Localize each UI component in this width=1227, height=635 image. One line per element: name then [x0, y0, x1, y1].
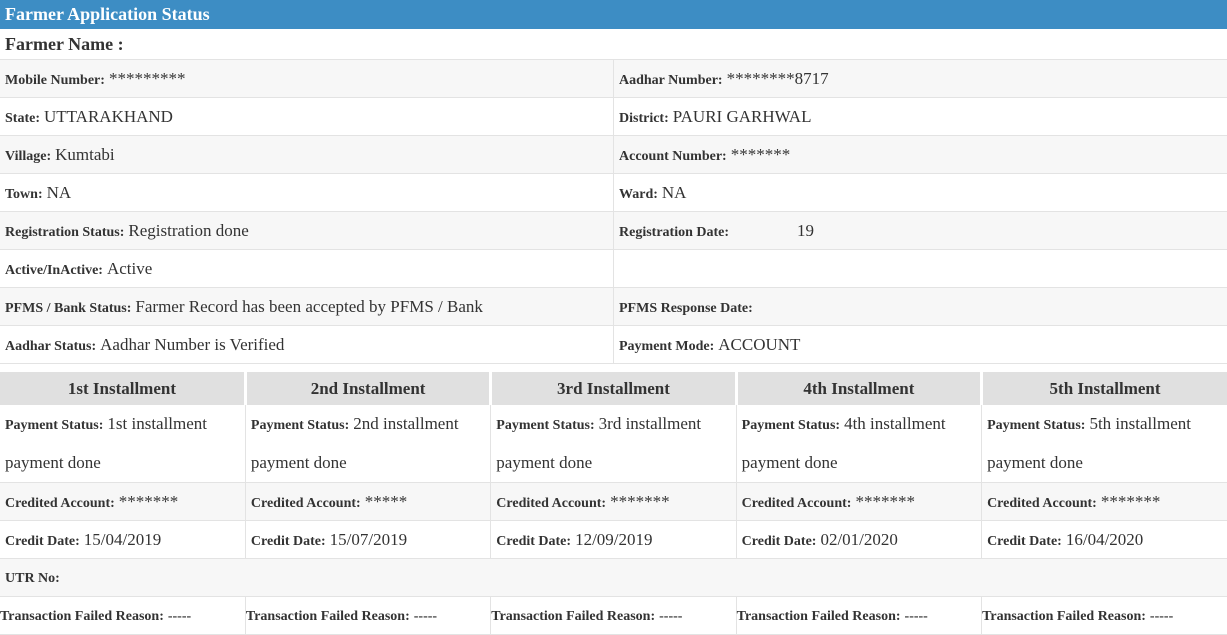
village-value: Kumtabi	[55, 145, 115, 164]
installment-3-account-cell	[491, 483, 736, 521]
credit-date-label: Credit Date:	[5, 534, 80, 549]
mobile-number-value: *********	[109, 69, 186, 88]
info-row	[0, 326, 1227, 364]
payment-status-label: Payment Status:	[5, 418, 103, 433]
info-row	[0, 60, 1227, 98]
section-spacer	[0, 364, 1227, 372]
info-row	[0, 250, 1227, 288]
installment-3-date: 12/09/2019	[575, 530, 652, 549]
info-row	[0, 212, 1227, 250]
registration-date-label: Registration Date:	[619, 225, 729, 240]
page-header	[0, 0, 1227, 29]
installment-4-account-cell	[736, 483, 981, 521]
installment-4-failed: -----	[905, 609, 928, 624]
installment-1-header: 1st Installment	[0, 372, 245, 405]
payment-status-label: Payment Status:	[251, 418, 349, 433]
installment-2-date: 15/07/2019	[330, 530, 407, 549]
utr-row	[0, 559, 1227, 597]
installment-3-failed: -----	[659, 609, 682, 624]
farmer-name-label: Farmer Name :	[5, 34, 124, 54]
utr-cell	[0, 559, 1227, 597]
info-row	[0, 98, 1227, 136]
payment-status-row	[0, 405, 1227, 483]
mobile-number-cell	[0, 60, 614, 98]
registration-status-cell	[0, 212, 614, 250]
pfms-bank-status-label: PFMS / Bank Status:	[5, 301, 131, 316]
info-row	[0, 136, 1227, 174]
empty-cell	[614, 250, 1227, 288]
installment-1-date-cell	[0, 521, 245, 559]
installment-2-status-cell	[245, 405, 490, 483]
district-cell	[614, 98, 1227, 136]
installment-5-status-cell	[982, 405, 1227, 483]
installment-1-date: 15/04/2019	[84, 530, 161, 549]
town-label: Town:	[5, 187, 43, 202]
pfms-response-date-cell	[614, 288, 1227, 326]
installment-1-status-cell	[0, 405, 245, 483]
installments-table	[0, 372, 1227, 635]
ward-cell	[614, 174, 1227, 212]
aadhar-status-value: Aadhar Number is Verified	[100, 335, 284, 354]
pfms-bank-status-value: Farmer Record has been accepted by PFMS / Bank	[135, 297, 482, 316]
installment-3-status: 3rd installment payment done	[496, 414, 701, 472]
installment-1-failed-cell	[0, 597, 245, 635]
installment-3-status-cell	[491, 405, 736, 483]
failed-reason-label: Transaction Failed Reason:	[737, 609, 901, 624]
installment-1-account-cell	[0, 483, 245, 521]
installment-2-account-cell	[245, 483, 490, 521]
installment-5-date-cell	[982, 521, 1227, 559]
credited-account-label: Credited Account:	[496, 496, 606, 511]
registration-status-label: Registration Status:	[5, 225, 124, 240]
installment-1-status: 1st installment payment done	[5, 414, 207, 472]
payment-mode-cell	[614, 326, 1227, 364]
aadhar-number-label: Aadhar Number:	[619, 73, 723, 88]
aadhar-number-value: ********8717	[727, 69, 829, 88]
payment-status-label: Payment Status:	[742, 418, 840, 433]
installment-5-account: *******	[1101, 492, 1161, 511]
credit-date-label: Credit Date:	[742, 534, 817, 549]
failed-reason-row	[0, 597, 1227, 635]
state-label: State:	[5, 111, 40, 126]
failed-reason-label: Transaction Failed Reason:	[982, 609, 1146, 624]
payment-mode-value: ACCOUNT	[718, 335, 800, 354]
info-row	[0, 174, 1227, 212]
account-number-value: *******	[731, 145, 791, 164]
state-cell	[0, 98, 614, 136]
village-label: Village:	[5, 149, 51, 164]
aadhar-status-cell	[0, 326, 614, 364]
payment-status-label: Payment Status:	[987, 418, 1085, 433]
village-cell	[0, 136, 614, 174]
registration-date-value: 19	[797, 221, 814, 240]
installment-2-failed: -----	[414, 609, 437, 624]
installment-header-row	[0, 372, 1227, 405]
installment-4-status-cell	[736, 405, 981, 483]
district-value: PAURI GARHWAL	[673, 107, 812, 126]
info-row	[0, 288, 1227, 326]
installment-4-header: 4th Installment	[736, 372, 981, 405]
registration-date-cell	[614, 212, 1227, 250]
mobile-number-label: Mobile Number:	[5, 73, 105, 88]
farmer-name-row	[0, 29, 1227, 60]
page-title: Farmer Application Status	[5, 4, 210, 24]
installment-2-header: 2nd Installment	[245, 372, 490, 405]
town-value: NA	[47, 183, 72, 202]
payment-status-label: Payment Status:	[496, 418, 594, 433]
installment-5-failed: -----	[1150, 609, 1173, 624]
installment-5-header: 5th Installment	[982, 372, 1227, 405]
active-status-value: Active	[107, 259, 152, 278]
credit-date-label: Credit Date:	[987, 534, 1062, 549]
pfms-response-date-label: PFMS Response Date:	[619, 301, 753, 316]
farmer-details-table	[0, 60, 1227, 364]
credit-date-label: Credit Date:	[251, 534, 326, 549]
installment-5-account-cell	[982, 483, 1227, 521]
installment-5-failed-cell	[982, 597, 1227, 635]
installment-1-account: *******	[119, 492, 179, 511]
installment-2-failed-cell	[245, 597, 490, 635]
payment-mode-label: Payment Mode:	[619, 339, 714, 354]
aadhar-number-cell	[614, 60, 1227, 98]
installment-4-status: 4th installment payment done	[742, 414, 946, 472]
ward-value: NA	[662, 183, 687, 202]
installment-5-status: 5th installment payment done	[987, 414, 1191, 472]
active-status-label: Active/InActive:	[5, 263, 103, 278]
account-number-label: Account Number:	[619, 149, 727, 164]
active-status-cell	[0, 250, 614, 288]
credited-account-label: Credited Account:	[987, 496, 1097, 511]
installment-3-failed-cell	[491, 597, 736, 635]
installment-4-account: *******	[855, 492, 915, 511]
installment-3-header: 3rd Installment	[491, 372, 736, 405]
credited-account-label: Credited Account:	[251, 496, 361, 511]
credited-account-label: Credited Account:	[742, 496, 852, 511]
installment-2-date-cell	[245, 521, 490, 559]
district-label: District:	[619, 111, 669, 126]
installment-1-failed: -----	[168, 609, 191, 624]
installment-4-date: 02/01/2020	[820, 530, 897, 549]
registration-status-value: Registration done	[128, 221, 248, 240]
credited-account-label: Credited Account:	[5, 496, 115, 511]
installment-2-status: 2nd installment payment done	[251, 414, 459, 472]
failed-reason-label: Transaction Failed Reason:	[491, 609, 655, 624]
credit-date-row	[0, 521, 1227, 559]
ward-label: Ward:	[619, 187, 658, 202]
installment-4-date-cell	[736, 521, 981, 559]
credit-date-label: Credit Date:	[496, 534, 571, 549]
pfms-bank-status-cell	[0, 288, 614, 326]
failed-reason-label: Transaction Failed Reason:	[0, 609, 164, 624]
installment-3-date-cell	[491, 521, 736, 559]
state-value: UTTARAKHAND	[44, 107, 173, 126]
installment-4-failed-cell	[736, 597, 981, 635]
credited-account-row	[0, 483, 1227, 521]
installment-2-account: *****	[365, 492, 408, 511]
utr-label: UTR No:	[5, 571, 60, 586]
town-cell	[0, 174, 614, 212]
installment-5-date: 16/04/2020	[1066, 530, 1143, 549]
failed-reason-label: Transaction Failed Reason:	[246, 609, 410, 624]
account-number-cell	[614, 136, 1227, 174]
aadhar-status-label: Aadhar Status:	[5, 339, 96, 354]
installment-3-account: *******	[610, 492, 670, 511]
